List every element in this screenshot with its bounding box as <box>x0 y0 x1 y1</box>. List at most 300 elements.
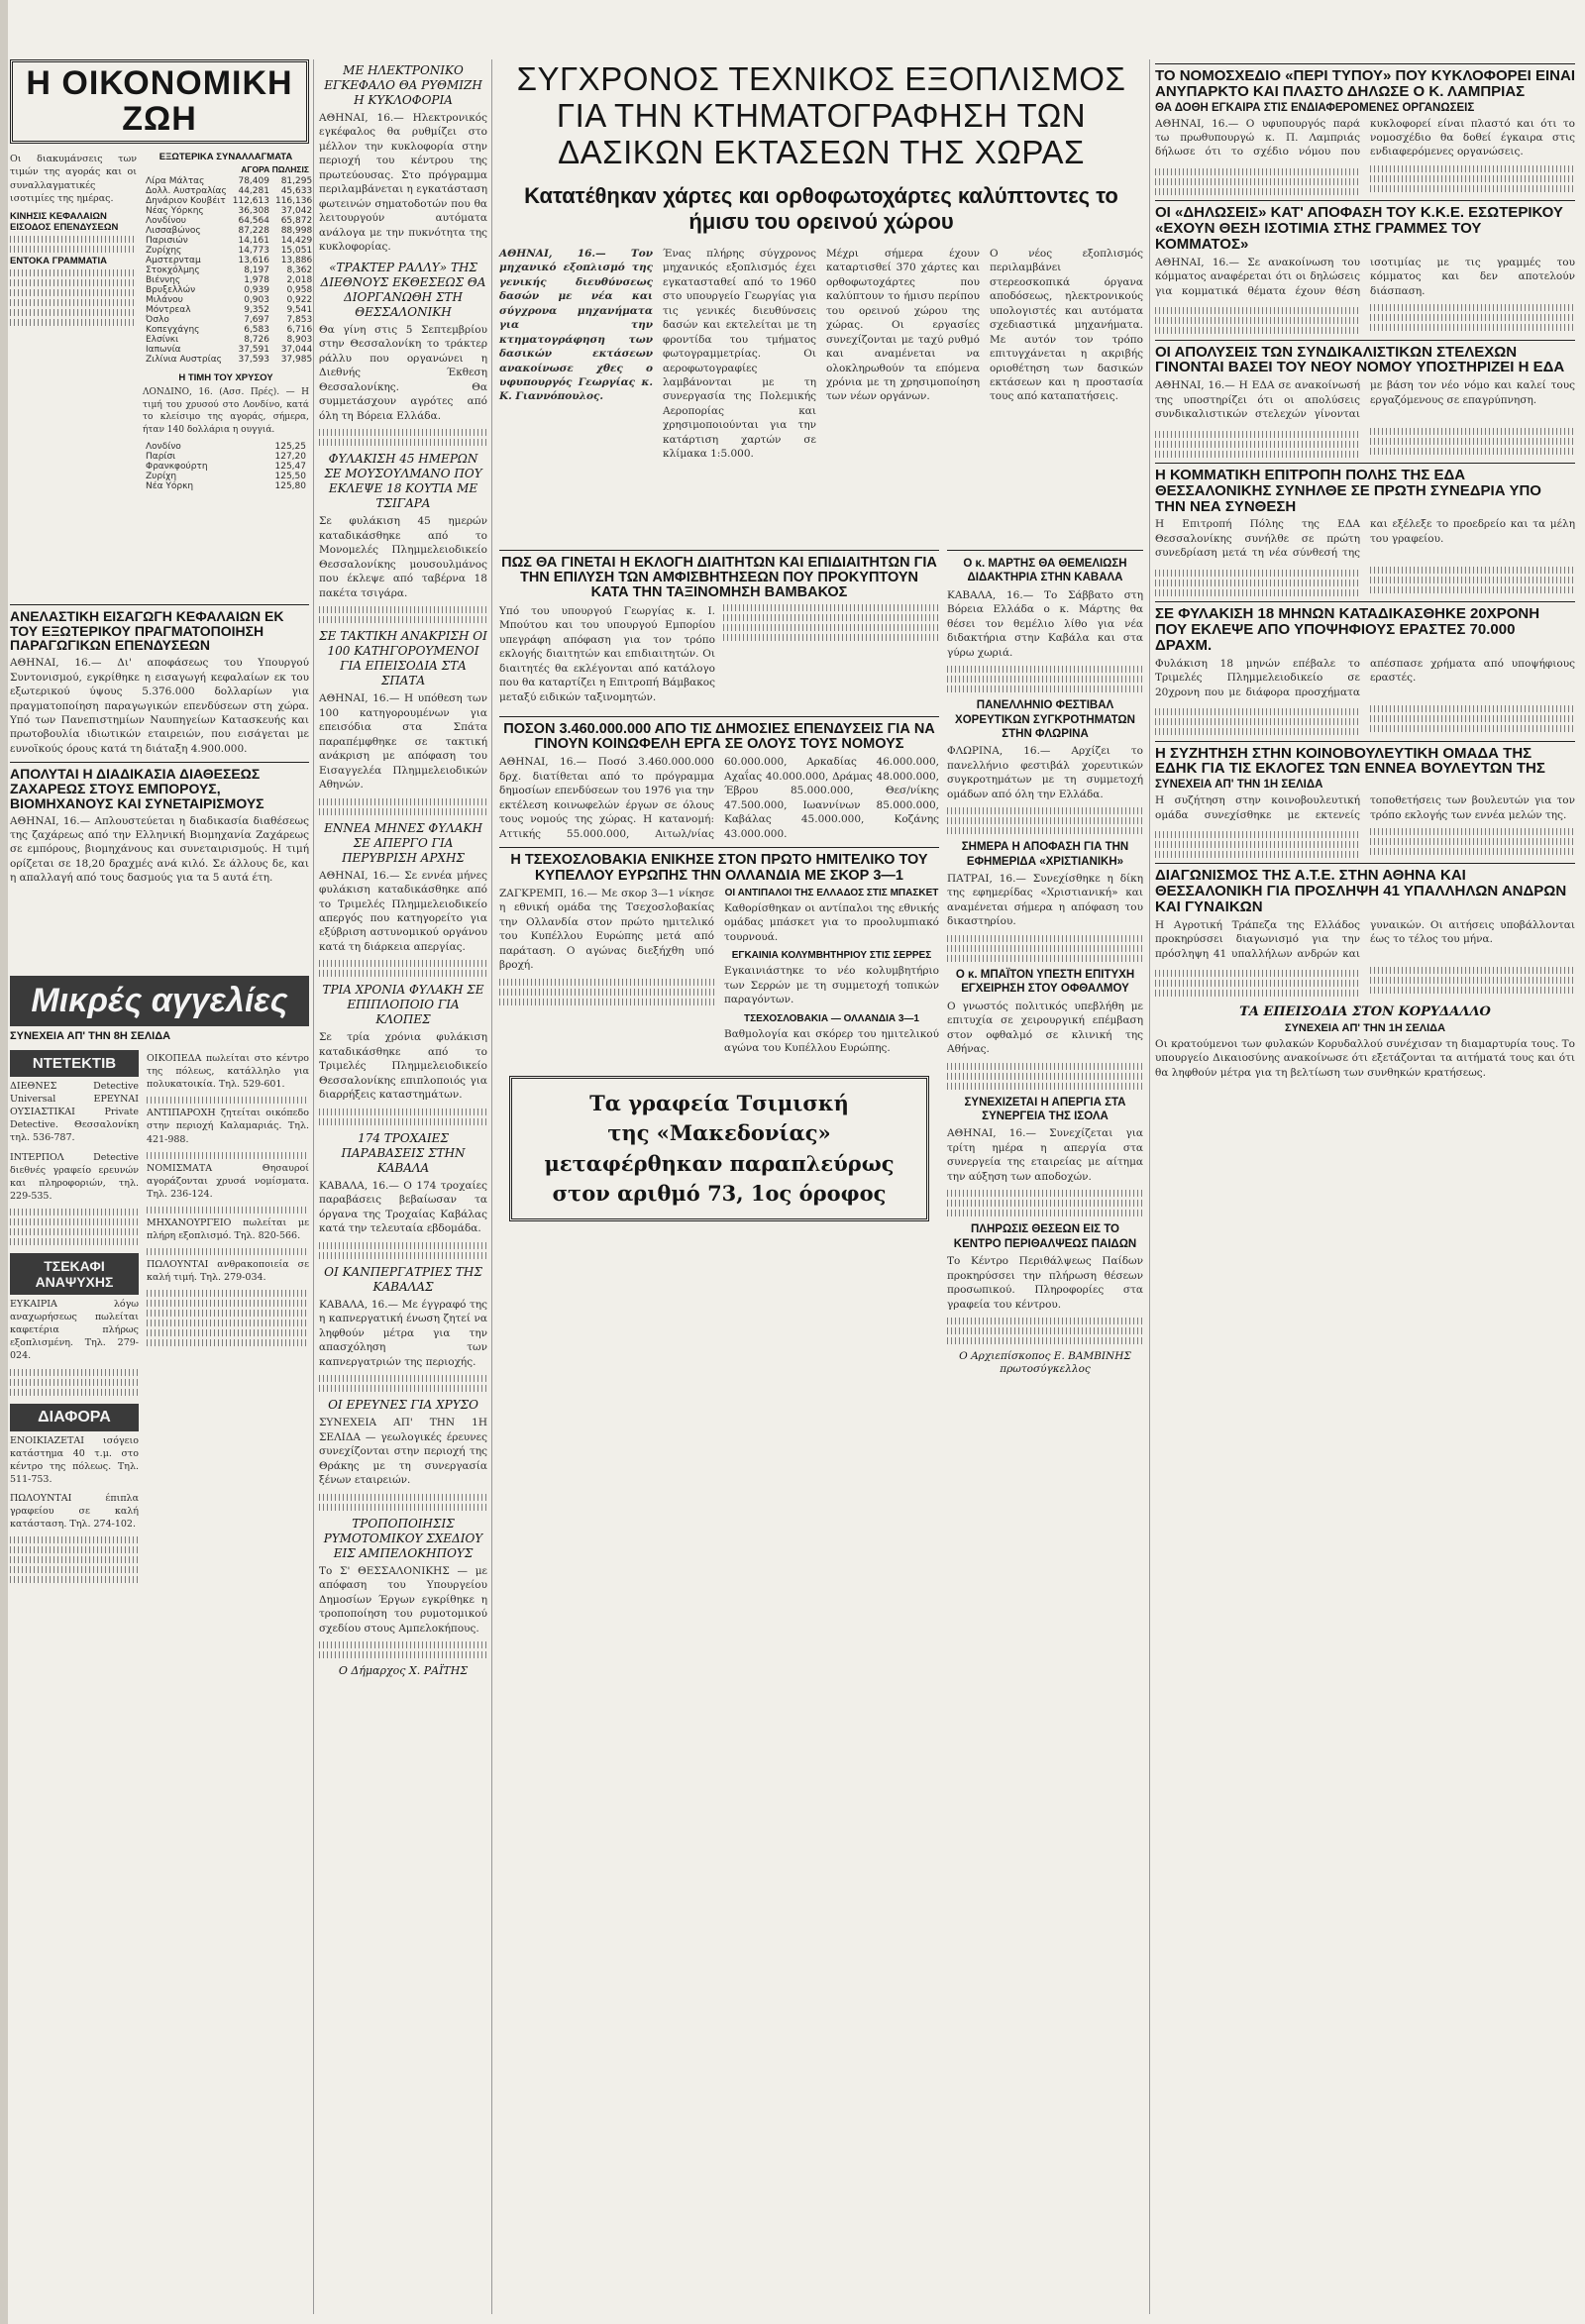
print-filler <box>319 1118 487 1125</box>
print-filler <box>10 246 137 253</box>
short-news-title: ΣΕ ΤΑΚΤΙΚΗ ΑΝΑΚΡΙΣΗ ΟΙ 100 ΚΑΤΗΓΟΡΟΥΜΕΝΟΙ ΓΙΑ ΕΠΕΙΣΟΔΙΑ ΣΤΑ ΣΠΑΤΑ <box>319 629 487 688</box>
print-filler <box>947 807 1143 814</box>
fx-sell: 45,633 <box>280 186 313 197</box>
print-filler <box>1155 317 1360 324</box>
fx-buy: 64,564 <box>238 216 269 227</box>
print-filler <box>1155 570 1360 577</box>
fx-currency: Ιαπωνία <box>146 345 181 356</box>
sports-brief-title: ΕΓΚΑΙΝΙΑ ΚΟΛΥΜΒΗΤΗΡΙΟΥ ΣΤΙΣ ΣΕΡΡΕΣ <box>731 950 932 962</box>
fx-currency: Λισσαβώνος <box>146 226 201 237</box>
divider <box>1155 463 1575 464</box>
print-filler <box>10 1546 139 1553</box>
classified-item: ΠΩΛΟΥΝΤΑΙ ανθρακοποιεία σε καλή τιμή. Τηλ. 279-034. <box>147 1259 309 1284</box>
print-filler <box>947 935 1143 942</box>
print-filler <box>1155 718 1360 725</box>
center-article-headline-2: ΠΟΣΟΝ 3.460.000.000 ΑΠΟ ΤΙΣ ΔΗΜΟΣΙΕΣ ΕΠΕΝΔΥΣΕΙΣ ΓΙΑ ΝΑ ΓΙΝΟΥΝ ΚΟΙΝΩΦΕΛΗ ΕΡΓΑ ΣΕ ΟΛΟΥΣ ΤΟΥΣ ΝΟΜΟΥΣ <box>503 721 935 753</box>
fx-currency: Μόντρεαλ <box>146 305 191 316</box>
print-filler <box>1370 977 1575 984</box>
right-article-body: Η συζήτηση στην κοινοβουλευτική ομάδα συνεχίσθηκε με εκτενείς τοποθετήσεις των βουλευτών για τον τρόπο εκλογής των εννέα μελών της. <box>1155 794 1575 821</box>
fx-table <box>143 176 315 365</box>
fx-row <box>143 345 315 355</box>
print-filler <box>947 1210 1143 1216</box>
print-filler <box>947 945 1143 952</box>
print-filler <box>1155 841 1360 848</box>
print-filler <box>10 236 137 243</box>
announce-title: ΜΕ ΗΛΕΚΤΡΟΝΙΚΟ ΕΓΚΕΦΑΛΟ ΘΑ ΡΥΘΜΙΖΗ Η ΚΥΚΛΟΦΟΡΙΑ <box>324 63 482 107</box>
print-filler <box>147 1152 309 1159</box>
fx-sell: 37,985 <box>280 355 313 366</box>
short-news-title: 174 ΤΡΟΧΑΙΕΣ ΠΑΡΑΒΑΣΕΙΣ ΣΤΗΝ ΚΑΒΑΛΑ <box>341 1130 466 1175</box>
print-filler <box>947 1073 1143 1080</box>
print-filler <box>1370 586 1575 593</box>
right-article-body: Φυλάκιση 18 μηνών επέβαλε το Τριμελές Πλημμελειοδικείο σε 20χρονη που με διάφορα προσχήματα απέσπασε χρήματα από υποψήφιους εραστές. <box>1155 657 1575 698</box>
print-filler <box>10 1576 139 1583</box>
print-filler-block <box>1155 967 1575 999</box>
classifieds-right-column <box>147 1044 309 1586</box>
print-filler <box>10 1389 139 1396</box>
center-lower-right <box>947 550 1143 2313</box>
print-filler-block <box>1155 428 1575 460</box>
print-filler <box>947 1200 1143 1207</box>
print-filler <box>1155 831 1360 838</box>
print-filler <box>319 798 487 805</box>
fx-buy: 7,697 <box>244 315 269 326</box>
print-filler <box>319 808 487 815</box>
fx-row <box>143 335 315 345</box>
right-article-headline: Η ΚΟΜΜΑΤΙΚΗ ΕΠΙΤΡΟΠΗ ΠΟΛΗΣ ΤΗΣ ΕΔΑ ΘΕΣΣΑΛΟΝΙΚΗΣ ΣΥΝΗΛΘΕ ΣΕ ΠΡΩΤΗ ΣΥΝΕΔΡΙΑ ΥΠΟ ΤΗΝ ΝΕΑ ΣΥΝΘΕΣΗ <box>1155 467 1541 515</box>
classified-item: ΙΝΤΕΡΠΟΛ Detective διεθνές γραφείο ερευνών και πληροφοριών, τηλ. 229-535. <box>10 1151 139 1202</box>
office-notice-box <box>509 1076 929 1222</box>
print-filler <box>947 666 1143 673</box>
classifieds-continued: ΣΥΝΕΧΕΙΑ ΑΠ' ΤΗΝ 8Η ΣΕΛΙΔΑ <box>10 1030 171 1042</box>
print-filler <box>947 955 1143 962</box>
left-article-headline-1: ΑΝΕΛΑΣΤΙΚΗ ΕΙΣΑΓΩΓΗ ΚΕΦΑΛΑΙΩΝ ΕΚ ΤΟΥ ΕΞΩΤΕΡΙΚΟΥ ΠΡΑΓΜΑΤΟΠΟΙΗΣΗ ΠΑΡΑΓΩΓΙΚΩΝ ΕΠΕΝΔΥΣΕΩΝ <box>10 608 284 654</box>
fx-currency: Παρισιών <box>146 236 188 247</box>
print-filler <box>147 1207 309 1214</box>
fx-row <box>143 256 315 265</box>
fx-sell: 15,051 <box>280 246 313 257</box>
print-filler <box>1370 438 1575 445</box>
left-article-headline-2: ΑΠΟΛΥΤΑΙ Η ΔΙΑΔΙΚΑΣΙΑ ΔΙΑΘΕΣΕΩΣ ΖΑΧΑΡΕΩΣ ΣΤΟΥΣ ΕΜΠΟΡΟΥΣ, ΒΙΟΜΗΧΑΝΟΥΣ ΚΑΙ ΣΥΝΕΤΑΙΡΙΣΜΟΥΣ <box>10 766 264 811</box>
economy-title: Η ΟΙΚΟΝΟΜΙΚΗ ΖΩΗ <box>26 64 293 138</box>
print-filler <box>1155 451 1360 458</box>
fx-sell: 0,958 <box>286 285 313 296</box>
fx-row <box>143 325 315 335</box>
print-filler <box>1155 188 1360 195</box>
fx-sell: 2,018 <box>286 275 313 286</box>
fx-sell: 81,295 <box>280 176 313 187</box>
fx-currency: Μιλάνου <box>146 295 183 306</box>
fx-sell: 37,044 <box>280 345 313 356</box>
right-article-headline: Η ΣΥΖΗΤΗΣΗ ΣΤΗΝ ΚΟΙΝΟΒΟΥΛΕΥΤΙΚΗ ΟΜΑΔΑ ΤΗΣ ΕΔΗΚ ΓΙΑ ΤΙΣ ΕΚΛΟΓΕΣ ΤΩΝ ΕΝΝΕΑ ΒΟΥΛΕΥΤΩΝ ΤΗΣ <box>1155 744 1545 778</box>
fx-currency: Ελσίνκι <box>146 335 179 346</box>
column-rule <box>1149 59 1150 2314</box>
short-news-body: ΣΥΝΕΧΕΙΑ ΑΠ' ΤΗΝ 1Η ΣΕΛΙΔΑ — γεωλογικές έρευνες συνεχίζονται στην περιοχή της Θράκης με τη συνεργασία ξένων εταιρειών. <box>319 1417 487 1487</box>
print-filler <box>947 686 1143 692</box>
print-filler <box>1370 448 1575 455</box>
regional-news-title: ΣΥΝΕΧΙΖΕΤΑΙ Η ΑΠΕΡΓΙΑ ΣΤΑ ΣΥΝΕΡΓΕΙΑ ΤΗΣ ΙΣΟΛΑ <box>964 1096 1126 1122</box>
short-news-body: ΚΑΒΑΛΑ, 16.— Ο 174 τροχαίες παραβάσεις βεβαίωσαν τα όργανα της Τροχαίας Καβάλας κατά την τελευταία εβδομάδα. <box>319 1179 487 1235</box>
final-title: ΤΑ ΕΠΕΙΣΟΔΙΑ ΣΤΟΝ ΚΟΡΥΔΑΛΛΟ <box>1239 1004 1491 1019</box>
right-article-headline: ΔΙΑΓΩΝΙΣΜΟΣ ΤΗΣ Α.Τ.Ε. ΣΤΗΝ ΑΘΗΝΑ ΚΑΙ ΘΕΣΣΑΛΟΝΙΚΗ ΓΙΑ ΠΡΟΣΛΗΨΗ 41 ΥΠΑΛΛΗΛΩΝ ΑΝΔΡΩΝ ΚΑΙ ΓΥΝΑΙΚΩΝ <box>1155 867 1567 915</box>
classified-item: ΟΙΚΟΠΕΔΑ πωλείται στο κέντρο της πόλεως, κατάλληλο για πολυκατοικία. Τηλ. 529-601. <box>147 1053 309 1091</box>
print-filler <box>1370 567 1575 574</box>
center-article-body-3: ΖΑΓΚΡΕΜΠ, 16.— Με σκορ 3—1 νίκησε η εθνική ομάδα της Τσεχοσλοβακίας την Ολλανδία στον πρώτο ημιτελικό του Κυπέλλου Ευρώπης μετά από παράταση. Ο αγώνας διεξήχθη υπό βροχή. <box>499 887 714 972</box>
economy-title-box <box>10 59 309 144</box>
fx-buy: 1,978 <box>244 275 269 286</box>
fx-row <box>143 176 315 186</box>
print-filler <box>319 1385 487 1392</box>
fx-currency: Λίρα Μάλτας <box>146 176 205 187</box>
fx-currency: Βρυξελλών <box>146 285 196 296</box>
short-news-title: ΤΡΙΑ ΧΡΟΝΙΑ ΦΥΛΑΚΗ ΣΕ ΕΠΙΠΛΟΠΟΙΟ ΓΙΑ ΚΛΟΠΕΣ <box>322 983 484 1027</box>
center-article-body-1: Υπό του υπουργού Γεωργίας κ. Ι. Μπούτου και του υπουργού Εμπορίου υπεγράφη απόφαση για τον τρόπο εκλογής διαιτητών και επιδιαιτητών. Οι διαιτητές θα εκλέγονται από κατάλογο που θα καταρτίζει η Επιτροπή Βάμβακος μεταξύ ειδικών ταξινομητών. <box>499 604 715 703</box>
print-filler <box>10 1369 139 1376</box>
fx-sell: 9,541 <box>286 305 313 316</box>
print-filler <box>10 1209 139 1215</box>
right-article-body: ΑΘΗΝΑΙ, 16.— Ο υφυπουργός παρά τω πρωθυπουργώ κ. Π. Λαμπριάς δήλωσε ότι το σχέδιο νόμου που κυκλοφορεί είναι πλαστό και ότι το νομοσχέδιο θα δοθεί έγκαιρα στις ενδιαφερόμενες οργανώσεις. <box>1155 117 1575 158</box>
print-filler <box>1370 577 1575 583</box>
main-headline: ΣΥΓΧΡΟΝΟΣ ΤΕΧΝΙΚΟΣ ΕΞΟΠΛΙΣΜΟΣ ΓΙΑ ΤΗΝ ΚΤΗΜΑΤΟΓΡΑΦΗΣΗ ΤΩΝ ΔΑΣΙΚΩΝ ΕΚΤΑΣΕΩΝ ΤΗΣ ΧΩΡΑΣ <box>516 60 1126 170</box>
print-filler <box>1155 970 1360 977</box>
archbishop-signature: Ο Αρχιεπίσκοπος Ε. ΒΑΜΒΙΝΗΣ πρωτοσύγκελλος <box>959 1349 1131 1376</box>
regional-news-body: ΚΑΒΑΛΑ, 16.— Το Σάββατο στη Βόρεια Ελλάδα ο κ. Μάρτης θα θέσει τον θεμέλιο λίθο για νέα διδακτήρια στην Καβάλα και στα γύρω χωριά. <box>947 588 1143 659</box>
short-news-title: «ΤΡΑΚΤΕΡ ΡΑΛΛΥ» ΤΗΣ ΔΙΕΘΝΟΥΣ ΕΚΘΕΣΕΩΣ ΘΑ ΔΙΟΡΓΑΝΩΘΗ ΣΤΗ ΘΕΣΣΑΛΟΝΙΚΗ <box>320 260 486 319</box>
print-filler <box>723 604 939 611</box>
print-filler-block <box>1155 567 1575 598</box>
fx-sell: 37,042 <box>280 206 313 217</box>
fx-currency: Αμστερνταμ <box>146 256 201 266</box>
fx-row <box>143 216 315 226</box>
print-filler <box>319 439 487 446</box>
gold-caption: Η ΤΙΜΗ ΤΟΥ ΧΡΥΣΟΥ <box>178 372 273 384</box>
print-filler-block <box>1155 828 1575 860</box>
short-news-body: Σε τρία χρόνια φυλάκιση καταδικάσθηκε από το Τριμελές Πλημμελειοδικείο Θεσσαλονίκης επιπλοποιός για διαρρήξεις καταστημάτων. <box>319 1031 487 1102</box>
divider <box>499 716 939 717</box>
fx-buy: 8,197 <box>244 265 269 276</box>
fx-sell: 6,716 <box>286 325 313 336</box>
divider <box>1155 741 1575 742</box>
main-body-col: Μέχρι σήμερα έχουν καταρτισθεί 370 χάρτες και ορθοφωτοχάρτες που καλύπτουν το ήμισυ περίπου του ορεινού χώρου της χώρας. Οι εργασίες συνεχίζονται με ταχύ ρυθμό και αναμένεται να ολοκληρωθούν τα επόμενα χρόνια με τη χρησιμοποίηση των νέων οργάνων. <box>826 247 980 403</box>
print-filler <box>947 1327 1143 1334</box>
right-article-body: ΑΘΗΝΑΙ, 16.— Η ΕΔΑ σε ανακοίνωσή της υποστηρίζει ότι οι απολύσεις συνδικαλιστικών στελεχών γίνονται με βάση τον νέο νόμο και καλεί τους εργαζόμενους σε επαγρύπνηση. <box>1155 379 1575 421</box>
print-filler <box>147 1097 309 1104</box>
print-filler-block <box>1155 165 1575 197</box>
fx-buy: 37,593 <box>238 355 269 366</box>
print-filler <box>319 1494 487 1501</box>
center-article-filler <box>723 601 939 710</box>
fx-row <box>143 285 315 295</box>
main-story <box>499 59 1143 545</box>
column-rule <box>313 59 314 2314</box>
regional-news-body: ΦΛΩΡΙΝΑ, 16.— Αρχίζει το πανελλήνιο φεστιβάλ χορευτικών συγκροτημάτων με τη συμμετοχή ομάδων από όλη την Ελλάδα. <box>947 745 1143 800</box>
classified-item: ΔΙΕΘΝΕΣ Detective Universal ΕΡΕΥΝΑΙ ΟΥΣΙΑΣΤΙΚΑΙ Private Detective. Θεσσαλονίκη τηλ. 536-787. <box>10 1081 139 1144</box>
column-rule <box>491 59 492 2314</box>
print-filler <box>10 1556 139 1563</box>
print-filler <box>1155 168 1360 175</box>
print-filler <box>1155 851 1360 858</box>
fx-sell: 0,922 <box>286 295 313 306</box>
center-article-body-2: ΑΘΗΝΑΙ, 16.— Ποσό 3.460.000.000 δρχ. διατίθεται από το πρόγραμμα δημοσίων επενδύσεων του 1976 για την εκτέλεση κοινωφελών έργων σε όλους τους νομούς της χώρας. Η κατανομή: Αττικής 55.000.000, Αιτωλ/νίας 60.000.000, Αρκαδίας 46.000.000, Αχαΐας 40.000.000, Δράμας 48.000.000, Έβρου 85.000.000, Θεσ/νίκης 47.500.000, Ιωαννίνων 85.000.000, Καβάλας 45.000.000, Κοζάνης 43.000.000. <box>499 756 939 840</box>
print-filler <box>1155 327 1360 334</box>
print-filler <box>147 1248 309 1255</box>
print-filler <box>10 299 137 306</box>
print-filler <box>10 279 137 286</box>
print-filler <box>947 817 1143 824</box>
gold-row <box>143 481 309 491</box>
print-filler <box>319 1504 487 1511</box>
fx-row <box>143 206 315 216</box>
center-article-headline-3: Η ΤΣΕΧΟΣΛΟΒΑΚΙΑ ΕΝΙΚΗΣΕ ΣΤΟΝ ΠΡΩΤΟ ΗΜΙΤΕΛΙΚΟ ΤΟΥ ΚΥΠΕΛΛΟΥ ΕΥΡΩΠΗΣ ΤΗΝ ΟΛΛΑΝΔΙΑ ΜΕ ΣΚΟΡ 3—1 <box>510 852 928 884</box>
right-article-headline: ΟΙ ΑΠΟΛΥΣΕΙΣ ΤΩΝ ΣΥΝΔΙΚΑΛΙΣΤΙΚΩΝ ΣΤΕΛΕΧΩΝ ΓΙΝΟΝΤΑΙ ΒΑΣΕΙ ΤΟΥ ΝΕΟΥ ΝΟΜΟΥ ΥΠΟΣΤΗΡΙΖΕΙ Η ΕΔΑ <box>1155 343 1565 376</box>
print-filler <box>723 624 939 631</box>
fx-currency: Βιέννης <box>146 275 181 286</box>
print-filler <box>10 269 137 276</box>
print-filler <box>147 1339 309 1346</box>
regional-news-title: Ο κ. ΜΠΑΪΤΟΝ ΥΠΕΣΤΗ ΕΠΙΤΥΧΗ ΕΓΧΕΙΡΗΣΗ ΣΤΟΥ ΟΦΘΑΛΜΟΥ <box>955 968 1135 996</box>
fx-row <box>143 265 315 275</box>
divider <box>499 550 939 551</box>
print-filler <box>1155 990 1360 997</box>
fx-row <box>143 275 315 285</box>
print-filler <box>1370 848 1575 855</box>
short-news-body: Θα γίνη στις 5 Σεπτεμβρίου στην Θεσσαλονίκη το τράκτερ ράλλυ που οργανώνει η Διεθνής Έκθεση Θεσσαλονίκης. Θα συμμετάσχουν αγρότες από όλη τη Βόρεια Ελλάδα. <box>319 323 487 422</box>
regional-news-title: ΠΛΗΡΩΣΙΣ ΘΕΣΕΩΝ ΕΙΣ ΤΟ ΚΕΝΤΡΟ ΠΕΡΙΘΑΛΨΕΩΣ ΠΑΙΔΩΝ <box>953 1223 1137 1250</box>
print-filler <box>319 1242 487 1249</box>
right-news-list <box>1155 63 1575 999</box>
right-article-subhead: ΣΥΝΕΧΕΙΑ ΑΠ' ΤΗΝ 1Η ΣΕΛΙΔΑ <box>1155 779 1323 792</box>
print-filler <box>1370 715 1575 722</box>
fx-buy: 44,281 <box>238 186 269 197</box>
divider <box>1155 63 1575 64</box>
right-article-headline: ΟΙ «ΔΗΛΩΣΕΙΣ» ΚΑΤ' ΑΠΟΦΑΣΗ ΤΟΥ Κ.Κ.Ε. ΕΣΩΤΕΡΙΚΟΥ «ΕΧΟΥΝ ΘΕΣΗ ΙΣΟΤΙΜΙΑ ΣΤΗΣ ΓΡΑΜΜΕΣ ΤΟΥ ΚΟΜΜΑΤΟΣ» <box>1155 204 1563 253</box>
print-filler <box>319 970 487 977</box>
fx-currency: Στοκχόλμης <box>146 265 200 276</box>
fx-currency: Ζυρίχης <box>146 246 182 257</box>
fx-row <box>143 246 315 256</box>
print-filler <box>147 1290 309 1297</box>
capital-movement-caption: ΚΙΝΗΣΙΣ ΚΕΦΑΛΑΙΩΝ ΕΙΣΟΔΟΣ ΕΠΕΝΔΥΣΕΩΝ <box>10 210 119 233</box>
regional-news-body: Το Κέντρο Περιθάλψεως Παίδων προκηρύσσει την πλήρωση θέσεων προσωπικού. Πληροφορίες στα γραφεία του κέντρου. <box>947 1255 1143 1311</box>
print-filler <box>1155 307 1360 314</box>
fx-sell: 88,998 <box>280 226 313 237</box>
short-news-title: ΕΝΝΕΑ ΜΗΝΕΣ ΦΥΛΑΚΗ ΣΕ ΑΠΕΡΓΟ ΓΙΑ ΠΕΡΥΒΡΙΣΗ ΑΡΧΗΣ <box>324 820 482 865</box>
print-filler <box>1370 428 1575 435</box>
divider <box>1155 863 1575 864</box>
final-body: Οι κρατούμενοι των φυλακών Κορυδαλλού συνέχισαν τη διαμαρτυρία τους. Το υπουργείο Δικαιοσύνης ανακοίνωσε ότι εξετάζονται τα αιτήματά τους και ότι θα ληφθούν μέτρα για τη βελτίωση των συνθηκών κρατήσεως. <box>1155 1037 1575 1079</box>
fx-caption: ΕΞΩΤΕΡΙΚΑ ΣΥΝΑΛΛΑΓΜΑΤΑ <box>158 152 293 163</box>
print-filler <box>319 429 487 436</box>
classifieds-section <box>10 976 309 2313</box>
print-filler <box>10 1536 139 1543</box>
fx-currency: Νέας Υόρκης <box>146 206 204 217</box>
print-filler <box>1155 980 1360 987</box>
right-article-body: Η Αγροτική Τράπεζα της Ελλάδος προκηρύσσει διαγωνισμό για την πρόσληψη 41 υπαλλήλων ανδρών και γυναικών. Οι αιτήσεις υποβάλλονται έως το τέλος του μήνα. <box>1155 918 1575 960</box>
fx-sell: 13,886 <box>280 256 313 266</box>
gold-market: Παρίσι <box>146 452 176 462</box>
print-filler <box>1370 705 1575 712</box>
regional-news-body: ΑΘΗΝΑΙ, 16.— Συνεχίζεται για τρίτη ημέρα η απεργία στα συνεργεία της εταιρείας με αίτημα την αύξηση των αποδοχών. <box>947 1127 1143 1183</box>
print-filler <box>147 1310 309 1317</box>
gold-market: Φρανκφούρτη <box>146 462 208 472</box>
print-filler <box>319 960 487 967</box>
classified-section-label-3: ΔΙΑΦΟΡΑ <box>10 1404 139 1431</box>
print-filler <box>947 1337 1143 1344</box>
short-news-column <box>319 59 487 2313</box>
short-news-title: ΦΥΛΑΚΙΣΗ 45 ΗΜΕΡΩΝ ΣΕ ΜΟΥΣΟΥΛΜΑΝΟ ΠΟΥ ΕΚΛΕΨΕ 18 ΚΟΥΤΙΑ ΜΕ ΤΣΙΓΑΡΑ <box>324 452 482 511</box>
fx-currency: Κοπεγχάγης <box>146 325 200 336</box>
right-article-headline: ΣΕ ΦΥΛΑΚΙΣΗ 18 ΜΗΝΩΝ ΚΑΤΑΔΙΚΑΣΘΗΚΕ 20ΧΡΟΝΗ ΠΟΥ ΕΚΛΕΨΕ ΑΠΟ ΥΠΟΨΗΦΙΟΥΣ ΕΡΑΣΤΕΣ 70.000 ΔΡΑΧΜ. <box>1155 605 1540 654</box>
print-filler <box>1155 728 1360 735</box>
gold-row <box>143 472 309 481</box>
economy-section <box>10 59 313 614</box>
fx-buy: 0,939 <box>244 285 269 296</box>
gold-text: ΛΟΝΔΙΝΟ, 16. (Ασσ. Πρές). — Η τιμή του χρυσού στο Λονδίνο, κατά το κλείσιμο της αγοράς, σήμερα, ήταν 140 δολλάρια η ουγγιά. <box>143 387 309 435</box>
regional-news-list <box>947 557 1143 1344</box>
sports-brief-body: Εγκαινιάστηκε το νέο κολυμβητήριο των Σερρών με τη συμμετοχή τοπικών παραγόντων. <box>724 965 939 1006</box>
sports-brief-body: Βαθμολογία και σκόρερ του ημιτελικού αγώνα του Κυπέλλου Ευρώπης. <box>724 1027 939 1055</box>
gold-price: 125,50 <box>274 472 306 481</box>
print-filler <box>1370 304 1575 311</box>
fx-buy: 14,773 <box>238 246 269 257</box>
print-filler <box>147 1300 309 1307</box>
print-filler <box>10 1238 139 1245</box>
final-continued: ΣΥΝΕΧΕΙΑ ΑΠ' ΤΗΝ 1Η ΣΕΛΙΔΑ <box>1284 1021 1446 1034</box>
fx-row <box>143 236 315 246</box>
right-column <box>1155 59 1575 2313</box>
sports-brief-title: ΟΙ ΑΝΤΙΠΑΛΟΙ ΤΗΣ ΕΛΛΑΔΟΣ ΣΤΙΣ ΜΠΑΣΚΕΤ <box>724 887 939 898</box>
print-filler <box>1370 324 1575 331</box>
fx-buy: 112,613 <box>232 196 269 207</box>
classifieds-left-column <box>10 1044 139 1586</box>
short-news-body: ΑΘΗΝΑΙ, 16.— Η υπόθεση των 100 κατηγορουμένων για επεισόδια στα Σπάτα παραπέμφθηκε σε τακτική ανάκριση με απόφαση του Εισαγγελέα Πλημμελειοδικών Αθηνών. <box>319 692 487 792</box>
short-news-title: ΟΙ ΚΑΝΠΕΡΓΑΤΡΙΕΣ ΤΗΣ ΚΑΒΑΛΑΣ <box>324 1264 482 1294</box>
print-filler <box>947 827 1143 834</box>
print-filler <box>499 999 714 1005</box>
fx-row <box>143 355 315 365</box>
center-article-headline-1: ΠΩΣ ΘΑ ΓΙΝΕΤΑΙ Η ΕΚΛΟΓΗ ΔΙΑΙΤΗΤΩΝ ΚΑΙ ΕΠΙΔΙΑΙΤΗΤΩΝ ΓΙΑ ΤΗΝ ΕΠΙΛΥΣΗ ΤΩΝ ΑΜΦΙΣΒΗΤΗΣΕΩΝ ΠΟΥ ΠΡΟΚΥΠΤΟΥΝ ΚΑΤΑ ΤΗΝ ΤΑΞΙΝΟΜΗΣΗ ΒΑΜΒΑΚΟΣ <box>501 555 937 601</box>
fx-row <box>143 196 315 206</box>
fx-buy: 13,616 <box>238 256 269 266</box>
gold-row <box>143 462 309 472</box>
fx-buy: 9,352 <box>244 305 269 316</box>
print-filler <box>1370 838 1575 845</box>
fx-sell: 7,853 <box>286 315 313 326</box>
print-filler <box>1370 165 1575 172</box>
divider <box>1155 200 1575 201</box>
print-filler <box>499 989 714 996</box>
fx-buy: 14,161 <box>238 236 269 247</box>
print-filler <box>10 1379 139 1386</box>
fx-currency: Όσλο <box>146 315 169 326</box>
page-fold-strip <box>0 0 8 2324</box>
print-filler <box>10 289 137 296</box>
print-filler <box>319 1252 487 1259</box>
divider <box>10 604 309 605</box>
classified-item: ΝΟΜΙΣΜΑΤΑ Θησαυροί αγοράζονται χρυσά νομίσματα. Τηλ. 236-124. <box>147 1162 309 1200</box>
gold-market: Λονδίνο <box>146 442 181 452</box>
divider <box>499 847 939 848</box>
gold-row <box>143 442 309 452</box>
print-filler <box>1155 431 1360 438</box>
gold-market: Νέα Υόρκη <box>146 481 194 491</box>
classified-item: ΠΩΛΟΥΝΤΑΙ έπιπλα γραφείου σε καλή κατάσταση. Τηλ. 274-102. <box>10 1492 139 1531</box>
print-filler <box>947 676 1143 683</box>
fx-currency: Δηνάριον Κουβέιτ <box>146 196 226 207</box>
gold-table <box>143 442 309 491</box>
print-filler <box>947 1190 1143 1197</box>
divider <box>947 550 1143 551</box>
print-filler <box>1370 314 1575 321</box>
fx-row <box>143 226 315 236</box>
print-filler <box>723 634 939 641</box>
regional-news-body: ΠΑΤΡΑΙ, 16.— Συνεχίσθηκε η δίκη της εφημερίδας «Χριστιανική» και αναμένεται σήμερα η απόφαση του δικαστηρίου. <box>947 872 1143 928</box>
print-filler <box>1370 967 1575 974</box>
print-filler <box>723 614 939 621</box>
classifieds-header: Μικρές αγγελίες <box>10 976 309 1026</box>
fx-subcaption: ΑΓΟΡΑ ΠΩΛΗΣΙΣ <box>241 164 309 175</box>
left-articles <box>10 604 309 971</box>
fx-sell: 8,903 <box>286 335 313 346</box>
right-article-body: ΑΘΗΝΑΙ, 16.— Σε ανακοίνωση του κόμματος αναφέρεται ότι οι δηλώσεις για κομματικά θέματα έχουν θέση ισοτιμίας με τις γραμμές του κόμματος και δεν αποτελούν διάσπαση. <box>1155 256 1575 297</box>
fx-sell: 14,429 <box>280 236 313 247</box>
print-filler <box>10 1218 139 1225</box>
short-news-body: ΚΑΒΑΛΑ, 16.— Με έγγραφό της η καπνεργατική ένωση ζητεί να ληφθούν μέτρα για την απασχόληση των καπνεργατριών της περιοχής. <box>319 1298 487 1368</box>
fx-currency: Δολλ. Αυστραλίας <box>146 186 227 197</box>
print-filler <box>1155 589 1360 596</box>
print-filler <box>1155 178 1360 185</box>
gold-row <box>143 452 309 462</box>
short-news-body: ΑΘΗΝΑΙ, 16.— Σε εννέα μήνες φυλάκιση καταδικάσθηκε από το Τριμελές Πλημμελειοδικείο απεργός που κατηγορείτο για εξύβριση αστυνομικού οργάνου κατά τη διάρκεια απεργίας. <box>319 869 487 953</box>
print-filler-block <box>1155 705 1575 737</box>
print-filler <box>947 1318 1143 1324</box>
print-filler <box>499 979 714 986</box>
print-filler <box>319 1109 487 1115</box>
mayor-signature: Ο Δήμαρχος Χ. ΡΑΪΤΗΣ <box>338 1664 469 1678</box>
print-filler <box>319 1651 487 1658</box>
gold-price: 125,47 <box>274 462 306 472</box>
print-filler <box>1370 828 1575 835</box>
print-filler <box>147 1320 309 1326</box>
print-filler <box>1155 708 1360 715</box>
regional-news-title: ΣΗΜΕΡΑ Η ΑΠΟΦΑΣΗ ΓΙΑ ΤΗΝ ΕΦΗΜΕΡΙΔΑ «ΧΡΙΣΤΙΑΝΙΚΗ» <box>961 841 1129 868</box>
treasury-caption: ΕΝΤΟΚΑ ΓΡΑΜΜΑΤΙΑ <box>10 255 107 266</box>
regional-news-title: ΠΑΝΕΛΛΗΝΙΟ ΦΕΣΤΙΒΑΛ ΧΟΡΕΥΤΙΚΩΝ ΣΥΓΚΡΟΤΗΜΑΤΩΝ ΣΤΗΝ ΦΛΩΡΙΝΑ <box>955 699 1135 740</box>
main-lead: ΑΘΗΝΑΙ, 16.— Τον μηχανικό εξοπλισμό της γενικής διευθύνσεως δασών με νέα και σύγχρονα μηχανήματα για την κτηματογράφηση των δασικών εκτάσεων ανακοίνωσε χθες ο υφυπουργός Γεωργίας κ. Κ. Γιαννόπουλος. <box>499 247 653 403</box>
gold-price: 125,25 <box>274 442 306 452</box>
fx-buy: 0,903 <box>244 295 269 306</box>
sports-brief-body: Καθορίσθηκαν οι αντίπαλοι της εθνικής ομάδας μπάσκετ για το προολυμπιακό τουρνουά. <box>724 901 939 943</box>
print-filler <box>1370 185 1575 192</box>
divider <box>1155 601 1575 602</box>
fx-sell: 65,872 <box>280 216 313 227</box>
right-article-headline: ΤΟ ΝΟΜΟΣΧΕΔΙΟ «ΠΕΡΙ ΤΥΠΟΥ» ΠΟΥ ΚΥΚΛΟΦΟΡΕΙ ΕΙΝΑΙ ΑΝΥΠΑΡΚΤΟ ΚΑΙ ΠΛΑΣΤΟ ΔΗΛΩΣΕ Ο Κ. ΛΑΜΠΡΙΑΣ <box>1155 67 1575 100</box>
fx-row <box>143 186 315 196</box>
right-article-subhead: ΘΑ ΔΟΘΗ ΕΓΚΑΙΡΑ ΣΤΙΣ ΕΝΔΙΑΦΕΡΟΜΕΝΕΣ ΟΡΓΑΝΩΣΕΙΣ <box>1155 101 1475 114</box>
sports-briefs <box>724 884 939 1062</box>
announce-body: ΑΘΗΝΑΙ, 16.— Ηλεκτρονικός εγκέφαλος θα ρυθμίζει στο μέλλον την κυκλοφορία στην περιοχή του κέντρου της πρωτεύουσας. Στο πρόγραμμα περιλαμβάνεται η εγκατάσταση φωτεινών σηματοδοτών που θα λειτουργούν αυτόματα ανάλογα με την πυκνότητα της κυκλοφορίας. <box>319 112 487 254</box>
classified-item: ΜΗΧΑΝΟΥΡΓΕΙΟ πωλείται με πλήρη εξοπλισμό. Τηλ. 820-566. <box>147 1216 309 1242</box>
main-body-col: Ο νέος εξοπλισμός περιλαμβάνει στερεοσκοπικά όργανα αποδόσεως, ηλεκτρονικούς υπολογιστές και αυτόματα σχεδιαστικά μηχανήματα. Με αυτόν τον τρόπο επιτυγχάνεται η ακριβής οριοθέτηση των δασικών εκτάσεων και η προστασία τους από καταπατήσεις. <box>990 247 1143 403</box>
classified-item: ΕΝΟΙΚΙΑΖΕΤΑΙ ισόγειο κατάστημα 40 τ.μ. στο κέντρο της πόλεως. Τηλ. 511-753. <box>10 1434 139 1485</box>
fx-buy: 36,308 <box>238 206 269 217</box>
economy-intro: Οι διακυμάνσεις των τιμών της αγοράς και οι συναλλαγματικές ισοτιμίες της ημέρας. <box>10 154 137 204</box>
short-news-title: ΤΡΟΠΟΠΟΙΗΣΙΣ ΡΥΜΟΤΟΜΙΚΟΥ ΣΧΕΔΙΟΥ ΕΙΣ ΑΜΠΕΛΟΚΗΠΟΥΣ <box>323 1516 483 1560</box>
divider <box>10 762 309 763</box>
print-filler <box>147 1329 309 1336</box>
fx-buy: 78,409 <box>238 176 269 187</box>
print-filler <box>319 1641 487 1648</box>
